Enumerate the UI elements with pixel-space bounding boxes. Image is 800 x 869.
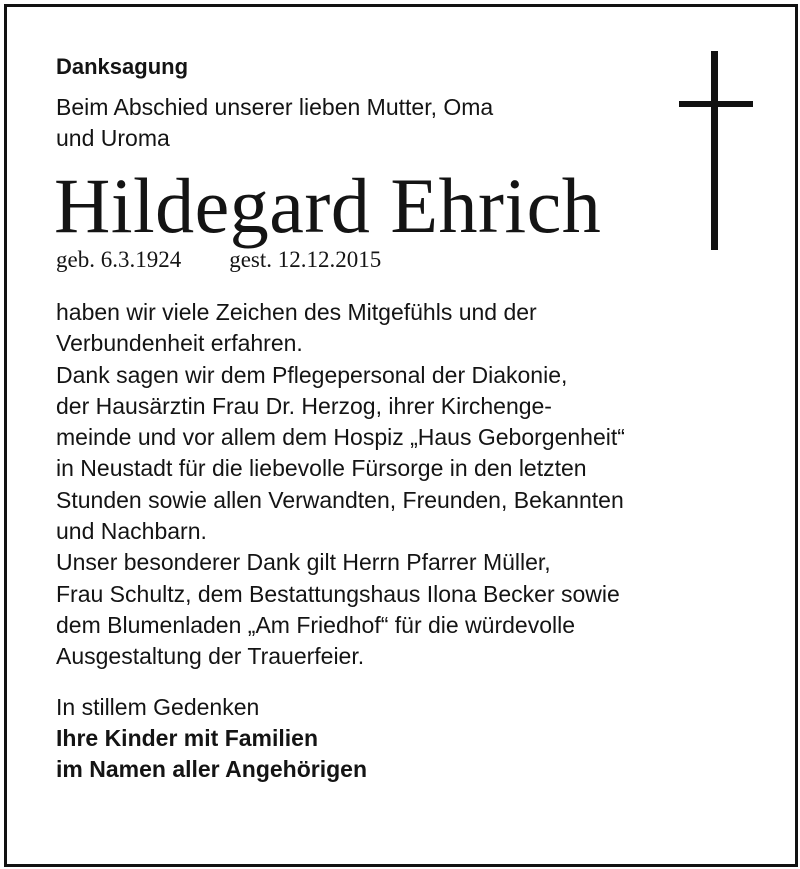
intro-text bbox=[56, 92, 756, 154]
intro-line: und Uroma bbox=[56, 125, 170, 151]
notice-heading: Danksagung bbox=[56, 54, 189, 79]
notice-content bbox=[56, 53, 756, 785]
body-line: der Hausärztin Frau Dr. Herzog, ihrer Kirchenge- bbox=[56, 392, 552, 419]
deceased-name: Hildegard Ehrich bbox=[54, 162, 602, 249]
body-line: in Neustadt für die liebevolle Fürsorge in den letzten bbox=[56, 455, 587, 482]
cross-icon bbox=[679, 51, 753, 251]
body-text bbox=[56, 297, 756, 673]
cross-vertical-bar bbox=[711, 51, 718, 250]
signature-relatives: im Namen aller Angehörigen bbox=[56, 756, 367, 783]
body-line: Unser besonderer Dank gilt Herrn Pfarrer Müller, bbox=[56, 549, 551, 576]
cross-horizontal-bar bbox=[679, 101, 753, 107]
signature-family: Ihre Kinder mit Familien bbox=[56, 724, 318, 751]
body-line: Frau Schultz, dem Bestattungshaus Ilona Becker sowie bbox=[56, 580, 620, 607]
body-line: Ausgestaltung der Trauerfeier. bbox=[56, 643, 365, 670]
intro-line: Beim Abschied unserer lieben Mutter, Oma bbox=[56, 94, 494, 120]
body-line: Verbundenheit erfahren. bbox=[56, 330, 303, 357]
body-line: dem Blumenladen „Am Friedhof“ für die würdevolle bbox=[56, 611, 576, 638]
body-line: Dank sagen wir dem Pflegepersonal der Diakonie, bbox=[56, 361, 568, 388]
birth-date: geb. 6.3.1924 bbox=[56, 247, 182, 272]
life-dates bbox=[56, 245, 756, 275]
body-line: und Nachbarn. bbox=[56, 518, 207, 545]
body-line: haben wir viele Zeichen des Mitgefühls und der bbox=[56, 299, 537, 325]
body-line: Stunden sowie allen Verwandten, Freunden, Bekannten bbox=[56, 486, 624, 513]
closing-block bbox=[56, 692, 756, 786]
body-line: meinde und vor allem dem Hospiz „Haus Geborgenheit“ bbox=[56, 424, 625, 451]
notice-frame bbox=[4, 4, 798, 867]
death-date: gest. 12.12.2015 bbox=[229, 247, 382, 272]
closing-line: In stillem Gedenken bbox=[56, 693, 260, 720]
